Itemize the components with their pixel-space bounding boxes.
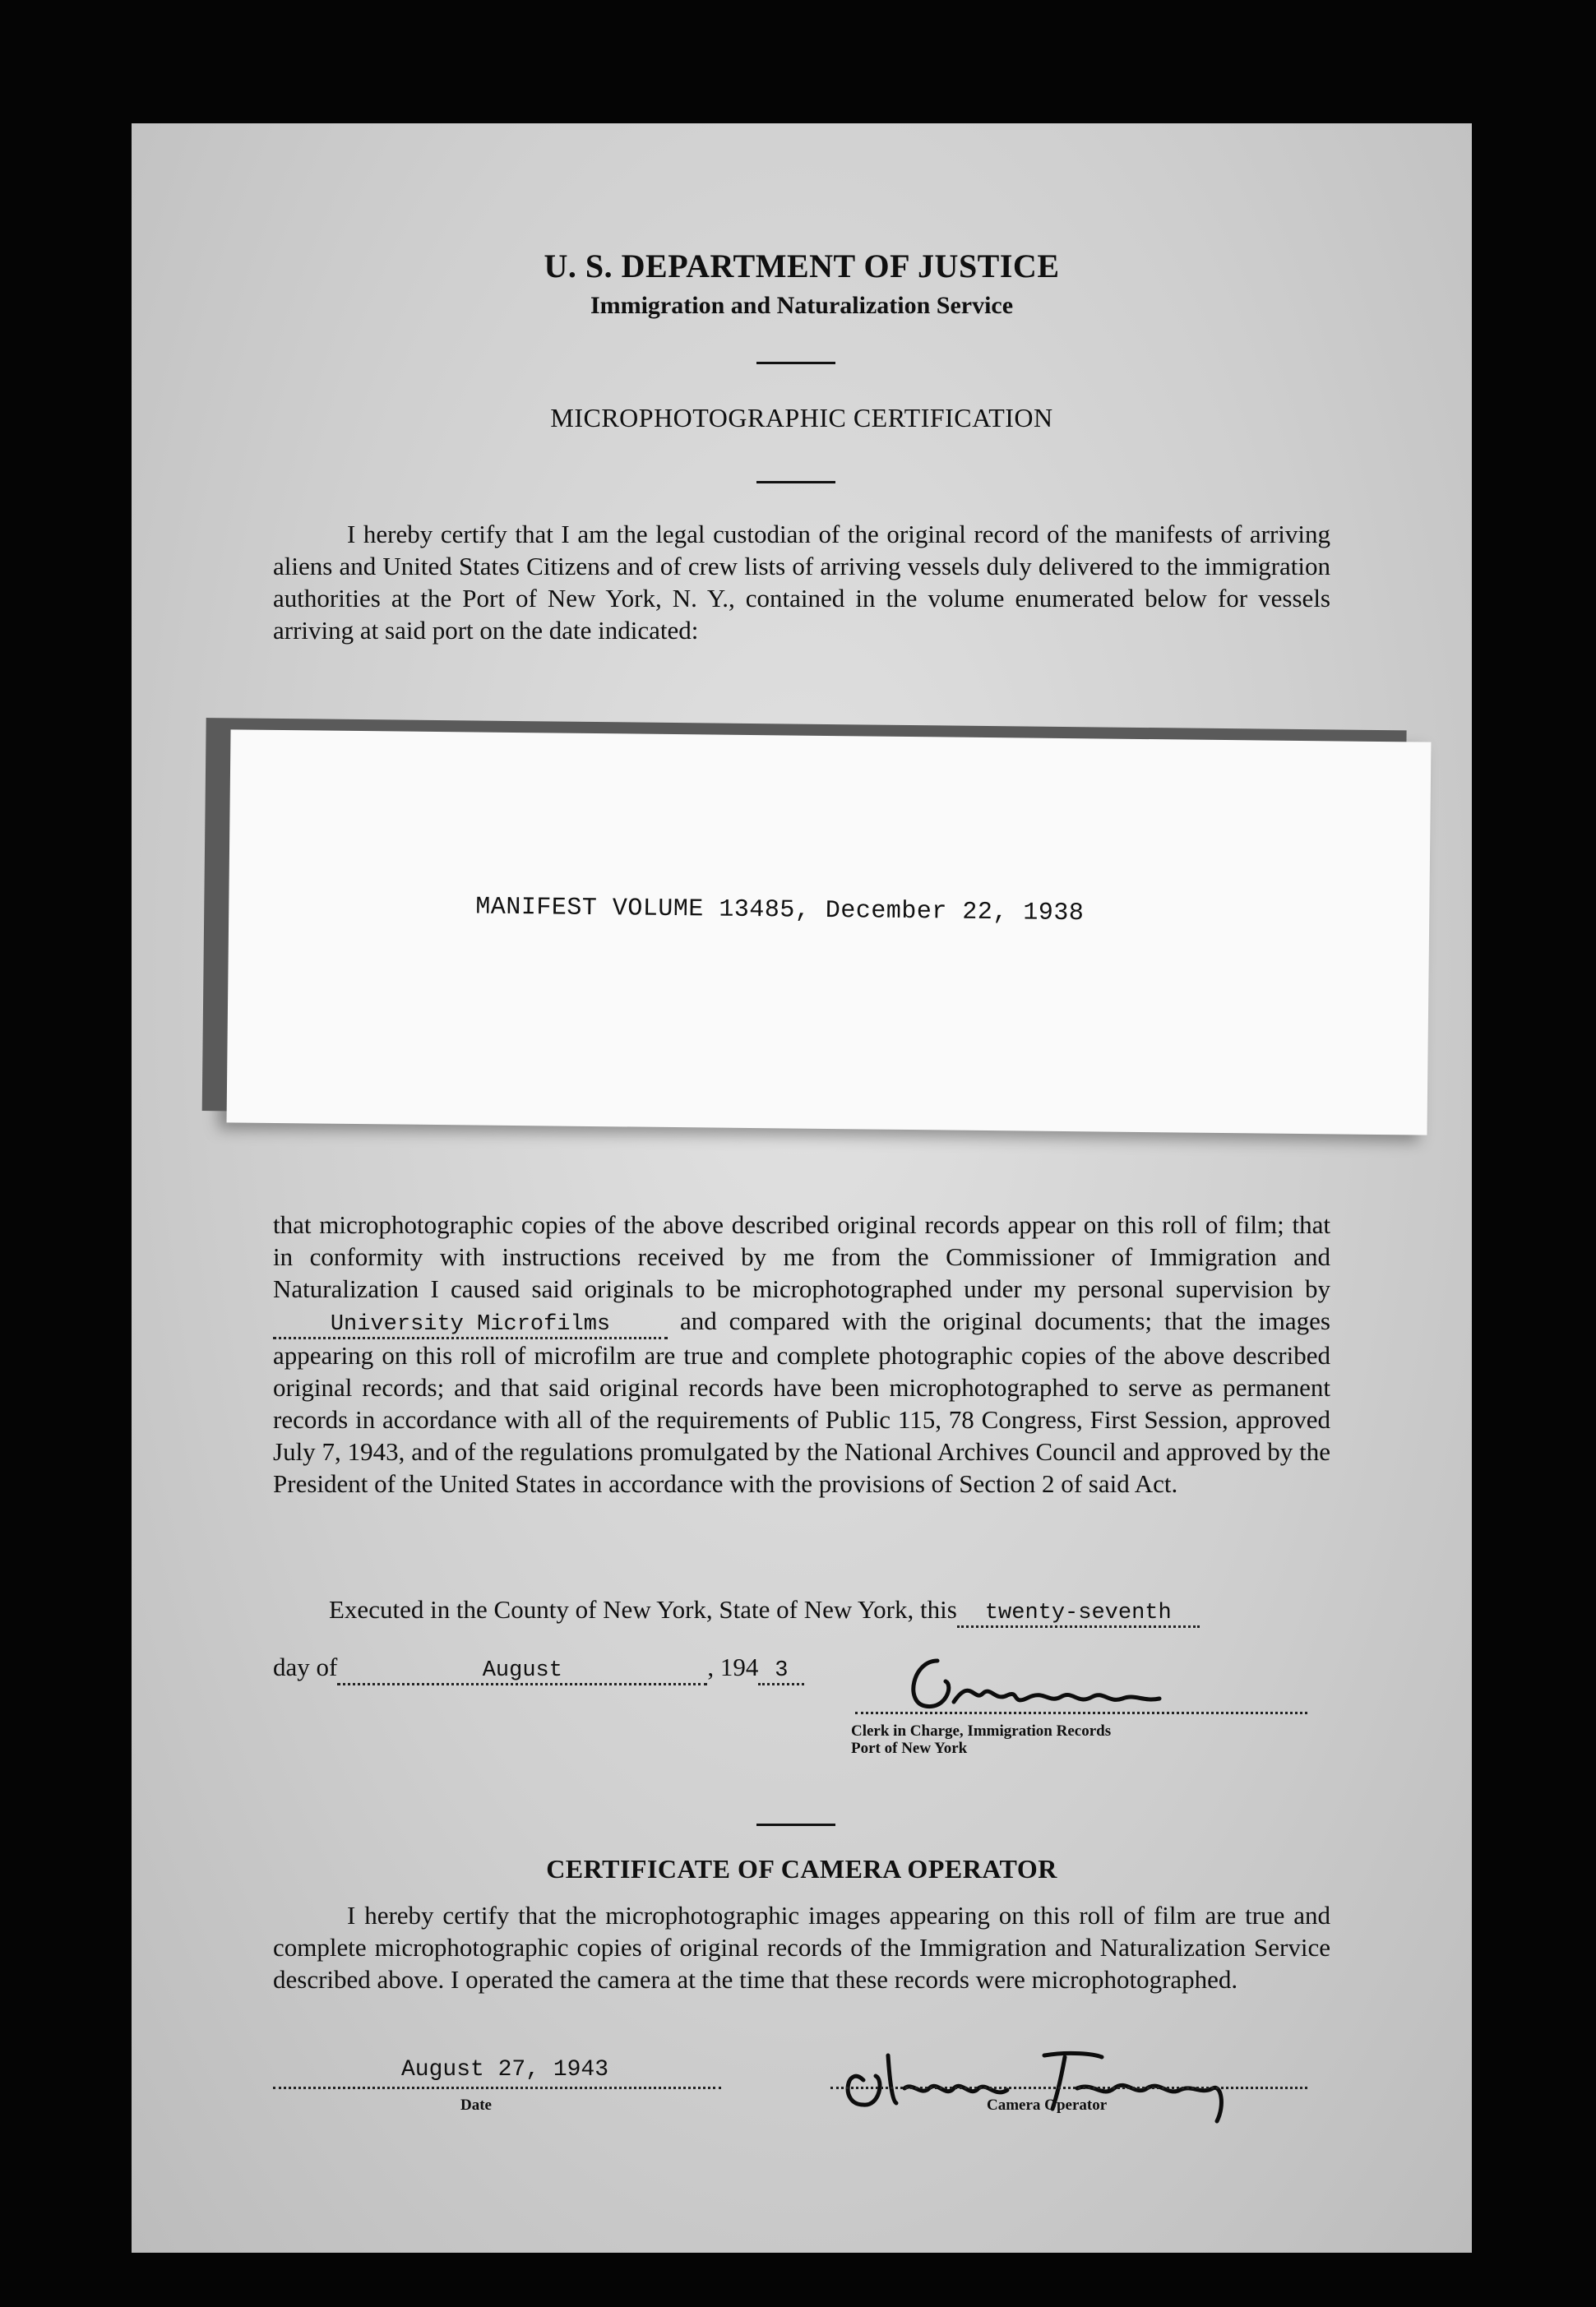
divider-rule xyxy=(756,362,835,364)
manifest-slip xyxy=(227,729,1432,1135)
camera-operator-label: Camera Operator xyxy=(987,2097,1108,2114)
execution-line xyxy=(329,1593,1200,1628)
divider-rule xyxy=(756,481,835,483)
execution-prefix: Executed in the County of New York, State of New York, this xyxy=(329,1595,957,1624)
body-part1: that microphotographic copies of the above described original records appear on this roll of film; that in conformity with instructions received by me from the Commissioner of Immigration and Naturalization I caused said originals to be microphotographed under my personal supervision by xyxy=(273,1210,1330,1303)
camera-operator-title: CERTIFICATE OF CAMERA OPERATOR xyxy=(546,1854,1057,1884)
certificate-page xyxy=(132,123,1472,2253)
camera-operator-signature-line xyxy=(830,2087,1307,2089)
day-of-line: day of August , 194 3 xyxy=(273,1651,804,1685)
department-title: U. S. DEPARTMENT OF JUSTICE xyxy=(544,247,1060,284)
clerk-signature-line xyxy=(855,1712,1307,1714)
photographer-field: University Microfilms xyxy=(273,1312,668,1339)
clerk-signature xyxy=(888,1644,1200,1735)
year-prefix: 194 xyxy=(719,1653,759,1681)
camera-operator-paragraph: I hereby certify that the microphotographic images appearing on this roll of film are true and complete microphotographic copies of original records of the Immigration and Naturalization Service described above. I operated the camera at the time that these records were microphotographed. xyxy=(273,1901,1330,1994)
date-line xyxy=(273,2087,721,2089)
body-part2: and compared with the original documents; that the images appearing on this roll of microfilm are true and complete photographic copies of the above described original records; and that said original records have been microphotographed to serve as permanent records in accordance with all of the requirements of Public 115, 78 Congress, First Session, approved July 7, 1943, and of the regulations promulgated by the National Archives Council and approved by the President of the United States in accordance with the provisions of Section 2 of said Act. xyxy=(273,1306,1331,1498)
year-digit-field: 3 xyxy=(758,1658,804,1685)
execution-month-field: August xyxy=(337,1658,707,1685)
clerk-title-line1: Clerk in Charge, Immigration Records xyxy=(851,1722,1112,1740)
service-subtitle: Immigration and Naturalization Service xyxy=(590,292,1014,319)
camera-operator-signature xyxy=(830,2031,1258,2138)
certification-body xyxy=(273,1209,1330,1500)
execution-day-field: twenty-seventh xyxy=(957,1601,1200,1628)
date-label: Date xyxy=(460,2097,492,2114)
clerk-title-line2: Port of New York xyxy=(851,1740,968,1757)
divider-rule xyxy=(756,1824,835,1826)
manifest-volume-text: MANIFEST VOLUME 13485, December 22, 1938 xyxy=(475,893,1085,928)
date-value: August 27, 1943 xyxy=(401,2057,609,2083)
day-of-label: day of xyxy=(273,1653,338,1681)
intro-paragraph: I hereby certify that I am the legal custodian of the original record of the manifests of arriving aliens and United States Citizens and of crew lists of arriving vessels duly delivered to the immigration authorities at the Port of New York, N. Y., contained in the volume enumerated below for vessels arriving at said port on the date indicated: xyxy=(273,520,1330,645)
certification-title: MICROPHOTOGRAPHIC CERTIFICATION xyxy=(550,403,1053,432)
